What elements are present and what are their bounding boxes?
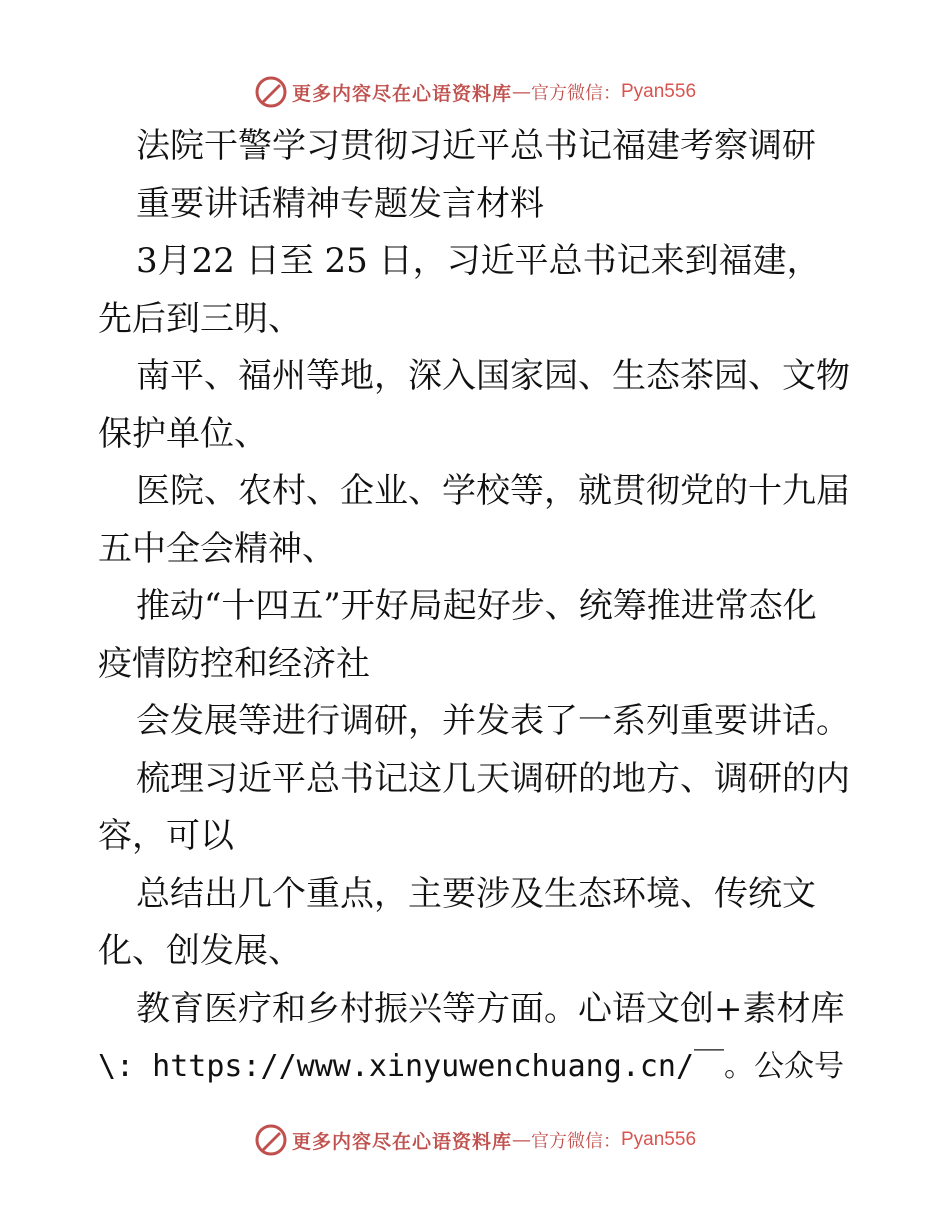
banner-wechat-id: Pyan556: [621, 81, 697, 102]
doc-line: 保护单位、: [98, 413, 268, 454]
banner-label: 官方微信：: [531, 83, 621, 104]
footer-banner: [0, 1120, 950, 1160]
doc-line: 化、创发展、: [98, 931, 302, 971]
doc-line: 五中全会精神、: [98, 528, 336, 569]
doc-line: 法院干警学习贯彻习近平总书记福建考察调研: [136, 126, 816, 166]
doc-line: 医院、农村、企业、学校等，就贯彻党的十九届: [136, 471, 850, 511]
doc-line: 3月22 日至 25 日，习近平总书记来到福建，: [136, 241, 821, 281]
quill-logo-icon: [254, 1123, 288, 1157]
doc-line: 南平、福州等地，深入国家园、生态茶园、文物: [136, 356, 850, 396]
banner-wechat-id: Pyan556: [621, 1129, 697, 1150]
doc-line: 会发展等进行调研，并发表了一系列重要讲话。: [136, 701, 850, 741]
banner-separator: —: [512, 1129, 531, 1151]
doc-line: 梳理习近平总书记这几天调研的地方、调研的内: [136, 758, 850, 799]
banner-text: 更多内容尽在心语资料库: [291, 82, 512, 105]
doc-line: 总结出几个重点，主要涉及生态环境、传统文: [136, 873, 816, 914]
doc-line: 重要讲话精神专题发言材料: [136, 183, 544, 224]
doc-line: 推动“十四五”开好局起好步、统筹推进常态化: [136, 586, 817, 626]
banner-label: 官方微信：: [531, 1131, 621, 1152]
header-banner: [0, 72, 950, 112]
doc-line-url: \: https://www.xinyuwenchuang.cn/￣。公众号: [98, 1049, 845, 1084]
doc-line: 容，可以: [98, 816, 234, 856]
doc-line: 疫情防控和经济社: [98, 643, 370, 684]
document-body: [98, 118, 868, 1096]
banner-text: 更多内容尽在心语资料库: [291, 1130, 512, 1153]
doc-line: 先后到三明、: [98, 298, 302, 339]
quill-logo-icon: [254, 75, 288, 109]
doc-line: 教育医疗和乡村振兴等方面。心语文创+素材库: [136, 988, 845, 1029]
banner-separator: —: [512, 81, 531, 103]
